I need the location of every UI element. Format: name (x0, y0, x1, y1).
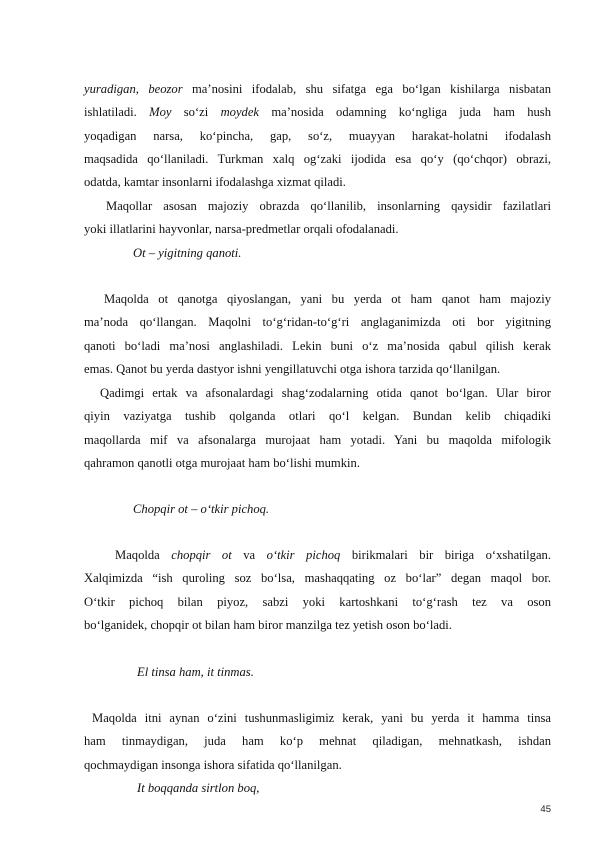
text-run: ishlatiladi. (84, 105, 150, 120)
paragraph-line: Maqollar asosan majoziy obrazda qo‘llanilib, insonlarning qaysidir fazilatlari (106, 199, 551, 213)
proverb-heading-2 (84, 498, 551, 521)
paragraph-line (84, 544, 551, 567)
paragraph-4 (84, 382, 551, 475)
paragraph-line: qiyin vaziyatga tushib qolganda otlari qo‘l kelgan. Bundan kelib chiqadiki (84, 409, 551, 424)
text-run: birikmalari bir biriga o‘xshatilgan. (340, 548, 552, 562)
page-number: 45 (540, 804, 551, 815)
paragraph-line: O‘tkir pichoq bilan piyoz, sabzi yoki kartoshkani to‘g‘rash tez va oson (84, 594, 551, 609)
proverb-text: Ot – yigitning qanoti. (133, 246, 242, 260)
proverb-heading-1 (84, 242, 551, 265)
paragraph-line: yoki illatlarini hayvonlar, narsa-predmetlar orqali ofodalanadi. (84, 222, 399, 237)
text-run: so‘zi (171, 105, 221, 120)
paragraph-line (84, 78, 551, 101)
paragraph-line: yoqadigan narsa, ko‘pincha, gap, so‘z, muayyan harakat-holatni ifodalash (84, 128, 551, 143)
italic-term: chopqir ot (171, 548, 232, 562)
paragraph-line: maqollarda mif va afsonalarga murojaat ham yotadi. Yani bu maqolda mifologik (84, 432, 551, 447)
paragraph-2 (84, 195, 551, 242)
paragraph-line: qochmaydigan insonga ishora sifatida qo‘llanilgan. (84, 757, 342, 772)
paragraph-line: qahramon qanotli otga murojaat ham bo‘lishi mumkin. (84, 455, 360, 470)
paragraph-line: odatda, kamtar insonlarni ifodalashga xizmat qiladi. (84, 175, 346, 190)
paragraph-line: Qadimgi ertak va afsonalardagi shag‘zodalarning otida qanot bo‘lgan. Ular biror (100, 386, 551, 400)
italic-term: o‘tkir pichoq (266, 548, 341, 562)
paragraph-line: bo‘lganidek, chopqir ot bilan ham biror manzilga tez yetish oson bo‘ladi. (84, 617, 452, 632)
text-run: Maqolda (115, 548, 172, 562)
paragraph-line (84, 101, 551, 124)
proverb-text: El tinsa ham, it tinmas. (137, 665, 254, 679)
paragraph-line: Maqolda itni aynan o‘zini tushunmasligimiz kerak, yani bu yerda it hamma tinsa (92, 711, 551, 725)
italic-term: yuradigan, beozor (84, 82, 183, 96)
italic-term: moydek (220, 105, 260, 120)
paragraph-line: Maqolda ot qanotga qiyoslangan, yani bu yerda ot ham qanot ham majoziy (104, 292, 551, 306)
paragraph-1 (84, 78, 551, 194)
paragraph-6 (84, 707, 551, 777)
proverb-heading-4 (84, 777, 551, 800)
text-run: va (231, 548, 267, 562)
paragraph-line: ma’noda qo‘llangan. Maqolni to‘g‘ridan-to‘g‘ri anglaganimizda oti bor yigitning (84, 315, 551, 330)
paragraph-line: ham tinmaydigan, juda ham ko‘p mehnat qiladigan, mehnatkash, ishdan (84, 734, 551, 749)
proverb-text: It boqqanda sirtlon boq, (137, 781, 260, 795)
paragraph-line: emas. Qanot bu yerda dastyor ishni yengillatuvchi otga ishora tarzida qo‘llanilgan. (84, 361, 501, 376)
proverb-heading-3 (84, 661, 551, 684)
paragraph-line: qanoti bo‘ladi ma’nosi anglashiladi. Lekin buni o‘z ma’nosida qabul qilish kerak (84, 338, 551, 353)
paragraph-5 (84, 544, 551, 637)
paragraph-3 (84, 288, 551, 381)
text-run: ma’nosida odamning ko‘ngliga juda ham hush (259, 105, 551, 120)
paragraph-line: Xalqimizda “ish quroling soz bo‘lsa, mashaqqating oz bo‘lar” degan maqol bor. (84, 571, 551, 586)
proverb-text: Chopqir ot – o‘tkir pichoq. (133, 502, 270, 516)
paragraph-line: maqsadida qo‘llaniladi. Turkman xalq og‘zaki ijodida esa qo‘y (qo‘chqor) obrazi, (84, 151, 551, 166)
text-run: ma’nosini ifodalab, shu sifatga ega bo‘lgan kishilarga nisbatan (182, 82, 551, 96)
italic-term: Moy (149, 105, 172, 120)
